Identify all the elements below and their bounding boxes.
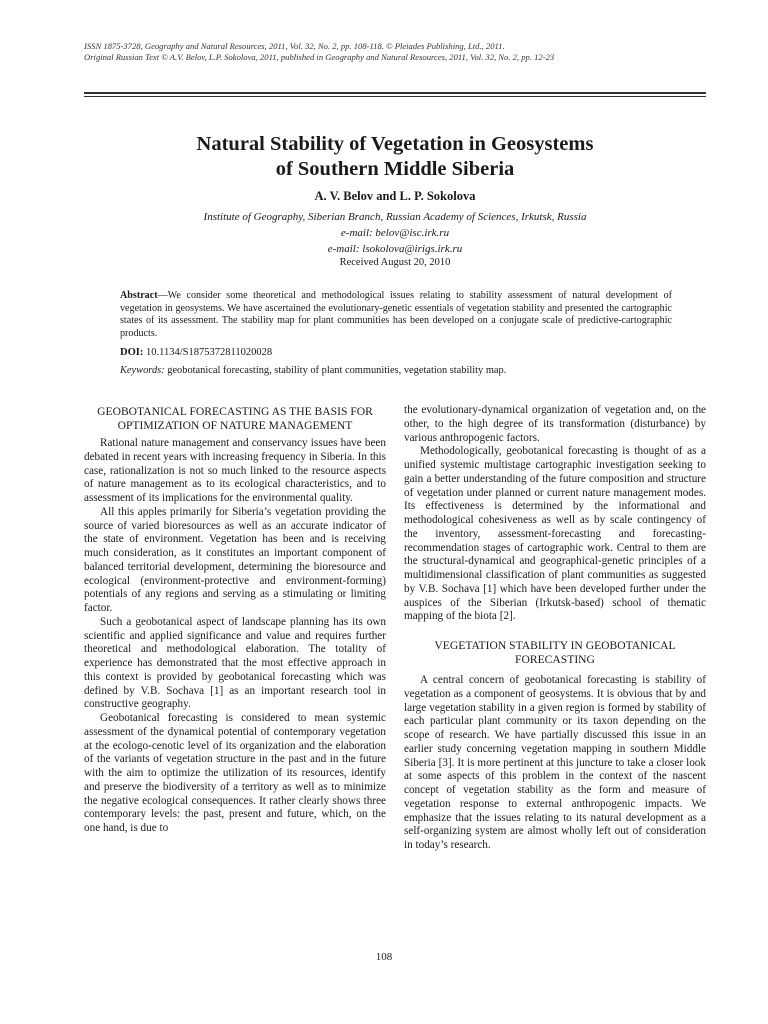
- received-date: Received August 20, 2010: [339, 257, 451, 268]
- header-line-issn: ISSN 1875-3728, Geography and Natural Resources, 2011, Vol. 32, No. 2, pp. 108-118. © Pleiades Publishing, Ltd., 2011.: [84, 41, 505, 51]
- email-belov: e-mail: belov@isc.irk.ru: [340, 227, 450, 239]
- paragraph: Methodologically, geobotanical forecasting is thought of as a unified systemic multistage cartographic investigation seeking to gain a better understanding of the future composition and structure of vegetation under planned or current nature management modes. Its effectiveness is determined by the informational and methodological cohesiveness as well as by scale contingency of the inventory, assessment-forecasting and forecasting-recommendation stages of cartographic work. Central to them are the structural-dynamical and geographical-genetic principles of a multidimensional classification of plant communities as suggested by V.B. Sochava [1] which have been developed further under the auspices of the Siberian (Irkutsk-based) school of thematic mapping of the biota [2].: [404, 445, 706, 623]
- paragraph-continuation: the evolutionary-dynamical organization of vegetation and, on the other, to the high degree of its transformation (disturbance) by various anthropogenic factors.: [404, 404, 706, 444]
- page-number: 108: [375, 951, 393, 963]
- article-title: [84, 132, 706, 182]
- abstract-label: Abstract: [120, 290, 158, 301]
- header-rule-thin: [84, 96, 706, 97]
- paragraph: Geobotanical forecasting is considered to mean systemic assessment of the dynamical potential of contemporary vegetation at the ecologo-cenotic level of its organization and the elaboration of the variants of vegetation structure in the past and in the future with the aim to optimize the utilization of its resources, identify and preserve the biodiversity of a territory as well as to minimize the negative ecological consequences. It rather clearly shows three contemporary levels: the past, present and future, which, on the one hand, is due to: [84, 712, 386, 834]
- affiliation: Institute of Geography, Siberian Branch, Russian Academy of Sciences, Irkutsk, Russia: [203, 211, 587, 223]
- section-heading-vegetation-stability: VEGETATION STABILITY IN GEOBOTANICAL FORECASTING: [434, 639, 676, 666]
- paragraph: A central concern of geobotanical forecasting is stability of vegetation as a component of geosystems. It is obvious that by and large vegetation stability in a given region is formed by stability of each particular plant community or its taxon depending on the scope of research. We have partially discussed this issue in an earlier study concerning vegetation mapping in southern Middle Siberia [3]. It is more pertinent at this juncture to take a closer look at some aspects of this problem in the context of the nascent concept of vegetation stability as the form and measure of vegetation response to external anthropogenic impacts. We emphasize that the issues relating to its natural development as a self-organizing system are almost wholly left out of consideration in today’s research.: [404, 674, 706, 851]
- authors: A. V. Belov and L. P. Sokolova: [314, 189, 476, 203]
- abstract: [120, 290, 672, 340]
- doi-value: 10.1134/S1875372811020028: [145, 347, 273, 358]
- header-rule-thick: [84, 92, 706, 94]
- paragraph: Rational nature management and conservancy issues have been debated in recent years with increasing frequency in Siberia. In this case, rationalization is not so much linked to the resource aspects of nature management as to its ecological characteristics, and to assessment of its implications for the environmental quality.: [84, 437, 386, 504]
- paragraph: Such a geobotanical aspect of landscape planning has its own scientific and applied significance and value and requires further theoretical and methodological elaboration. The totality of experience has demonstrated that the most effective approach in this context is provided by geobotanical forecasting which was defined by V.B. Sochava [1] as an important research tool in constructive geography.: [84, 615, 386, 711]
- keywords-value: geobotanical forecasting, stability of plant communities, vegetation stability map.: [167, 365, 507, 376]
- header-line-original: Original Russian Text © A.V. Belov, L.P. Sokolova, 2011, published in Geography and Natural Resources, 2011, Vol. 32, No. 2, pp. 12-23: [84, 52, 555, 62]
- doi: [120, 347, 672, 358]
- section-heading-geobotanical-forecasting: GEOBOTANICAL FORECASTING AS THE BASIS FOR OPTIMIZATION OF NATURE MANAGEMENT: [97, 405, 373, 432]
- keywords-label: Keywords:: [120, 365, 165, 376]
- left-column: [84, 405, 386, 836]
- affiliation-block: [84, 209, 706, 257]
- title-line-2: of Southern Middle Siberia: [275, 158, 515, 180]
- title-line-1: Natural Stability of Vegetation in Geosystems: [196, 133, 594, 155]
- keywords: [120, 365, 680, 376]
- paragraph: All this apples primarily for Siberia’s vegetation providing the source of varied bioresources as well as an accurate indicator of the state of environment. Vegetation has been and is receiving much consideration, as it constitutes an important component of balanced territorial development, determining the bioresource and ecological (environment-protective and environment-forming) potentials of any regions and serving as a stimulating or limiting factor.: [84, 505, 386, 614]
- running-header: [84, 41, 704, 63]
- right-column: [404, 404, 706, 853]
- email-sokolova: e-mail: lsokolova@irigs.irk.ru: [327, 243, 463, 255]
- doi-label: DOI:: [120, 347, 144, 358]
- abstract-text: —We consider some theoretical and methodological issues relating to stability assessment of natural development of vegetation in geosystems. We have ascertained the evolutionary-genetic essentials of vegetation stability and presented the cartographic states of its assessment. The stability map for plant communities has been developed on a conjugate scale of predictive-cartographic products.: [120, 290, 672, 339]
